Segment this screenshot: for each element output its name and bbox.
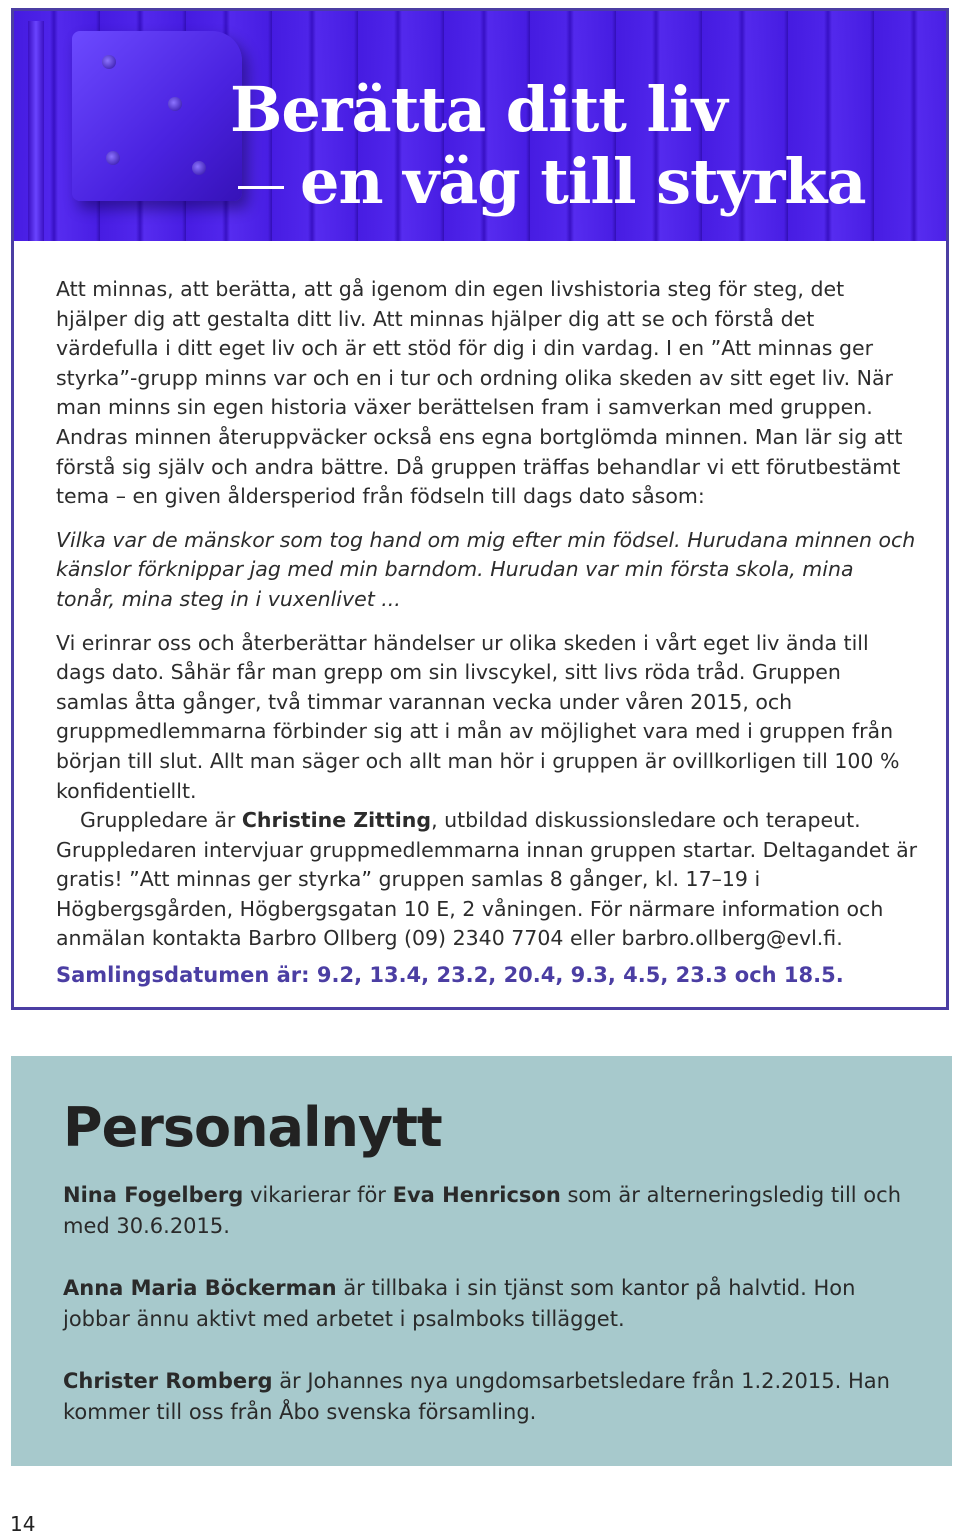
article-title-line2 <box>238 145 866 218</box>
title-dash <box>238 186 284 189</box>
article-paragraph-3: Vi erinrar oss och återberättar händelser ur olika skeden i vårt eget liv ända till dags dato. Såhär får man grepp om sin livscykel, sitt livs röda tråd. Gruppen samlas åtta gånger, två timmar varannan vecka under våren 2015, och gruppmedlemmarna förbinder sig att i mån av möjlighet vara med i gruppen från början till slut. Allt man säger och allt man hör i gruppen är ovillkorligen till 100 % konfidentiellt. <box>56 630 900 803</box>
p4-after: , utbildad diskussionsledare och terapeut. Gruppledaren intervjuar gruppmedlemmarna innan gruppen startar. Deltagandet är gratis! ”Att minnas ger styrka” gruppen samlas 8 gånger, kl. 17–19 i Högbergsgården, Högbergsgatan 10 E, 2 våningen. För närmare information och anmälan kontakta Barbro Ollberg (09) 2340 7704 eller barbro.ollberg@evl.fi. <box>56 808 918 951</box>
personal-heading: Personalnytt <box>63 1096 442 1159</box>
person-name: Eva Henricson <box>392 1183 561 1207</box>
p4-before: Gruppledare är <box>80 808 242 833</box>
person-name: Christer Romberg <box>63 1369 273 1393</box>
hinge-icon <box>72 31 242 201</box>
article-paragraph-italic: Vilka var de mänskor som tog hand om mig efter min födsel. Hurudana minnen och känslor förknippar jag med min barndom. Hurudan var min första skola, mina tonår, mina steg in i vuxenlivet ... <box>56 527 916 611</box>
article-title-line2-text: en väg till styrka <box>300 145 866 218</box>
door-edge <box>28 21 44 241</box>
personal-item-2 <box>63 1273 915 1334</box>
screw-icon <box>106 151 120 165</box>
page-number: 14 <box>10 1512 36 1536</box>
meeting-dates: Samlingsdatumen är: 9.2, 13.4, 23.2, 20.4, 9.3, 4.5, 23.3 och 18.5. <box>56 963 844 987</box>
item-text: är Johannes nya ungdomsarbetsledare från 1.2.2015. Han kommer till oss från Åbo svenska församling. <box>63 1369 890 1424</box>
hero-image <box>14 11 946 241</box>
personal-items <box>63 1180 915 1459</box>
group-leader-name: Christine Zitting <box>241 808 432 833</box>
item-text: som är alterneringsledig till och med 30.6.2015. <box>63 1183 902 1238</box>
person-name: Anna Maria Böckerman <box>63 1276 337 1300</box>
article-paragraph-4 <box>56 806 918 954</box>
article-paragraph-1: Att minnas, att berätta, att gå igenom din egen livshistoria steg för steg, det hjälper dig att gestalta ditt liv. Att minnas hjälper dig att se och förstå det värdefulla i ditt eget liv och är ett stöd för dig i din vardag. I en ”Att minnas ger styrka”-grupp minns var och en i tur och ordning olika skeden av sitt eget liv. När man minns sin egen historia växer berättelsen fram i samverkan med gruppen. Andras minnen återuppväcker också ens egna bortglömda minnen. Man lär sig att förstå sig själv och andra bättre. Då gruppen träffas behandlar vi ett förutbestämt tema – en given åldersperiod från födseln till dags dato såsom: <box>56 277 903 509</box>
screw-icon <box>102 55 116 69</box>
screw-icon <box>168 97 182 111</box>
item-text: vikarierar för <box>243 1183 393 1207</box>
screw-icon <box>192 161 206 175</box>
personal-item-1 <box>63 1180 915 1241</box>
person-name: Nina Fogelberg <box>63 1183 244 1207</box>
personal-news-box <box>11 1056 952 1466</box>
article-title-line1: Berätta ditt liv <box>230 73 727 146</box>
item-text: är tillbaka i sin tjänst som kantor på halvtid. Hon jobbar ännu aktivt med arbetet i psalmboks tillägget. <box>63 1276 856 1331</box>
personal-item-3 <box>63 1366 915 1427</box>
article-box <box>11 8 949 1010</box>
article-body <box>56 275 918 954</box>
